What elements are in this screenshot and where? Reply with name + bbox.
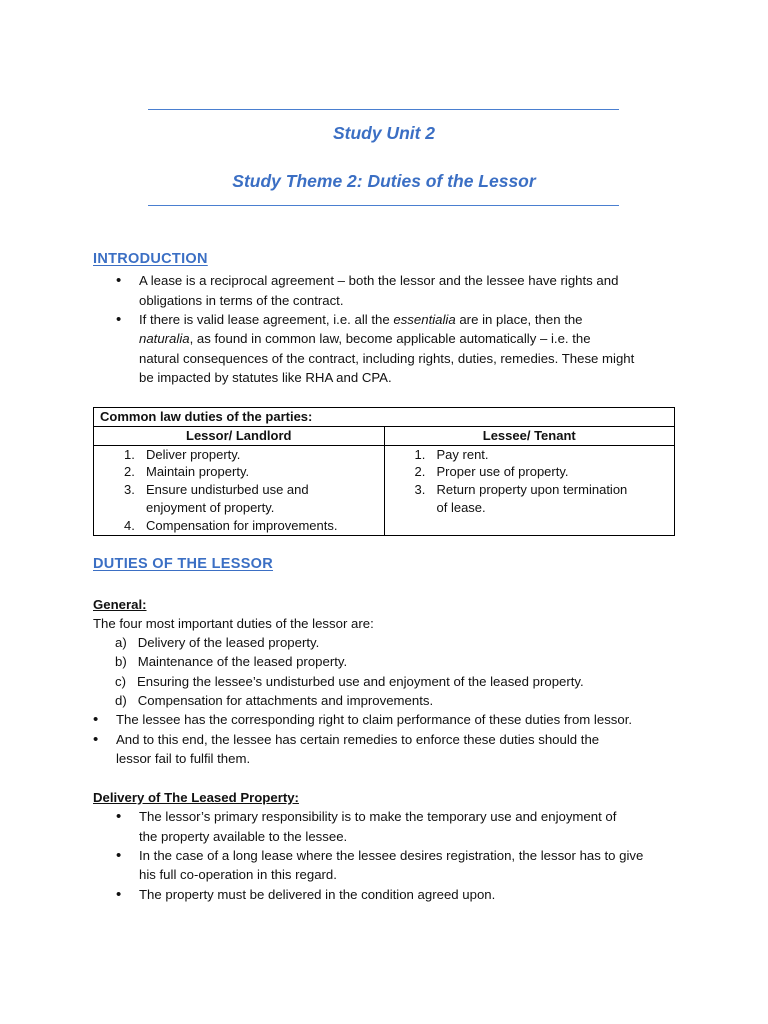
intro-bullet-2-line-2: naturalia, as found in common law, become applicable automatically – i.e. the: [139, 331, 591, 346]
duties-intro: The four most important duties of the lessor are:: [93, 616, 374, 631]
lessee-column-header: Lessee/ Tenant: [384, 426, 675, 445]
duties-bullet-2-line-2: lessor fail to fulfil them.: [116, 751, 251, 766]
delivery-bullet-2-line-2: his full co-operation in this regard.: [139, 867, 337, 882]
study-theme-title: Study Theme 2: Duties of the Lessor: [232, 171, 536, 191]
lessee-duty-item: 1. Pay rent.: [414, 446, 489, 462]
lessee-duty-item: 2. Proper use of property.: [414, 464, 569, 480]
duty-list-item-a: a) Delivery of the leased property.: [115, 635, 320, 650]
common-law-duties-table: [93, 407, 675, 536]
duty-list-item-c: c) Ensuring the lessee’s undisturbed use and enjoyment of the leased property.: [115, 674, 584, 689]
bottom-rule: [148, 205, 619, 206]
intro-bullet-1-line-1: • A lease is a reciprocal agreement – both the lessor and the lessee have rights and: [139, 271, 618, 291]
intro-bullet-2-line-1: • If there is valid lease agreement, i.e. all the essentialia are in place, then the: [139, 310, 583, 330]
lessor-duty-item: 4. Compensation for improvements.: [124, 517, 338, 533]
lessor-duty-item: 1. Deliver property.: [124, 446, 241, 462]
delivery-subheading: Delivery of The Leased Property:: [93, 790, 299, 805]
table-caption: Common law duties of the parties:: [94, 408, 675, 427]
delivery-bullet-1-line-2: the property available to the lessee.: [139, 829, 348, 844]
lessor-duties-cell: [94, 445, 385, 535]
lessee-duties-cell: [384, 445, 675, 535]
duties-heading: DUTIES OF THE LESSOR: [93, 556, 274, 572]
duty-list-item-b: b) Maintenance of the leased property.: [115, 654, 348, 669]
study-unit-title: Study Unit 2: [332, 123, 436, 143]
lessor-duty-item: 3. Ensure undisturbed use and enjoyment of property.: [124, 482, 309, 515]
general-subheading: General:: [93, 597, 147, 612]
lessor-duty-item: 2. Maintain property.: [124, 464, 250, 480]
intro-bullet-2-line-3: natural consequences of the contract, including rights, duties, remedies. These might: [139, 351, 635, 366]
lessor-column-header: Lessor/ Landlord: [94, 426, 385, 445]
intro-bullet-1-line-2: obligations in terms of the contract.: [139, 293, 344, 308]
duties-bullet-2-line-1: • And to this end, the lessee has certain remedies to enforce these duties should the: [116, 730, 599, 750]
lessee-duty-item: 3. Return property upon termination of lease.: [414, 482, 628, 515]
duty-list-item-d: d) Compensation for attachments and improvements.: [115, 693, 434, 708]
duties-bullet-1: • The lessee has the corresponding right to claim performance of these duties from lessor.: [116, 710, 632, 730]
delivery-bullet-3: • The property must be delivered in the condition agreed upon.: [139, 885, 495, 905]
introduction-heading: INTRODUCTION: [93, 251, 208, 267]
delivery-bullet-1-line-1: • The lessor’s primary responsibility is to make the temporary use and enjoyment of: [139, 807, 616, 827]
top-rule: [148, 109, 619, 110]
delivery-bullet-2-line-1: • In the case of a long lease where the lessee desires registration, the lessor has to give: [139, 846, 643, 866]
intro-bullet-2-line-4: be impacted by statutes like RHA and CPA.: [139, 370, 392, 385]
